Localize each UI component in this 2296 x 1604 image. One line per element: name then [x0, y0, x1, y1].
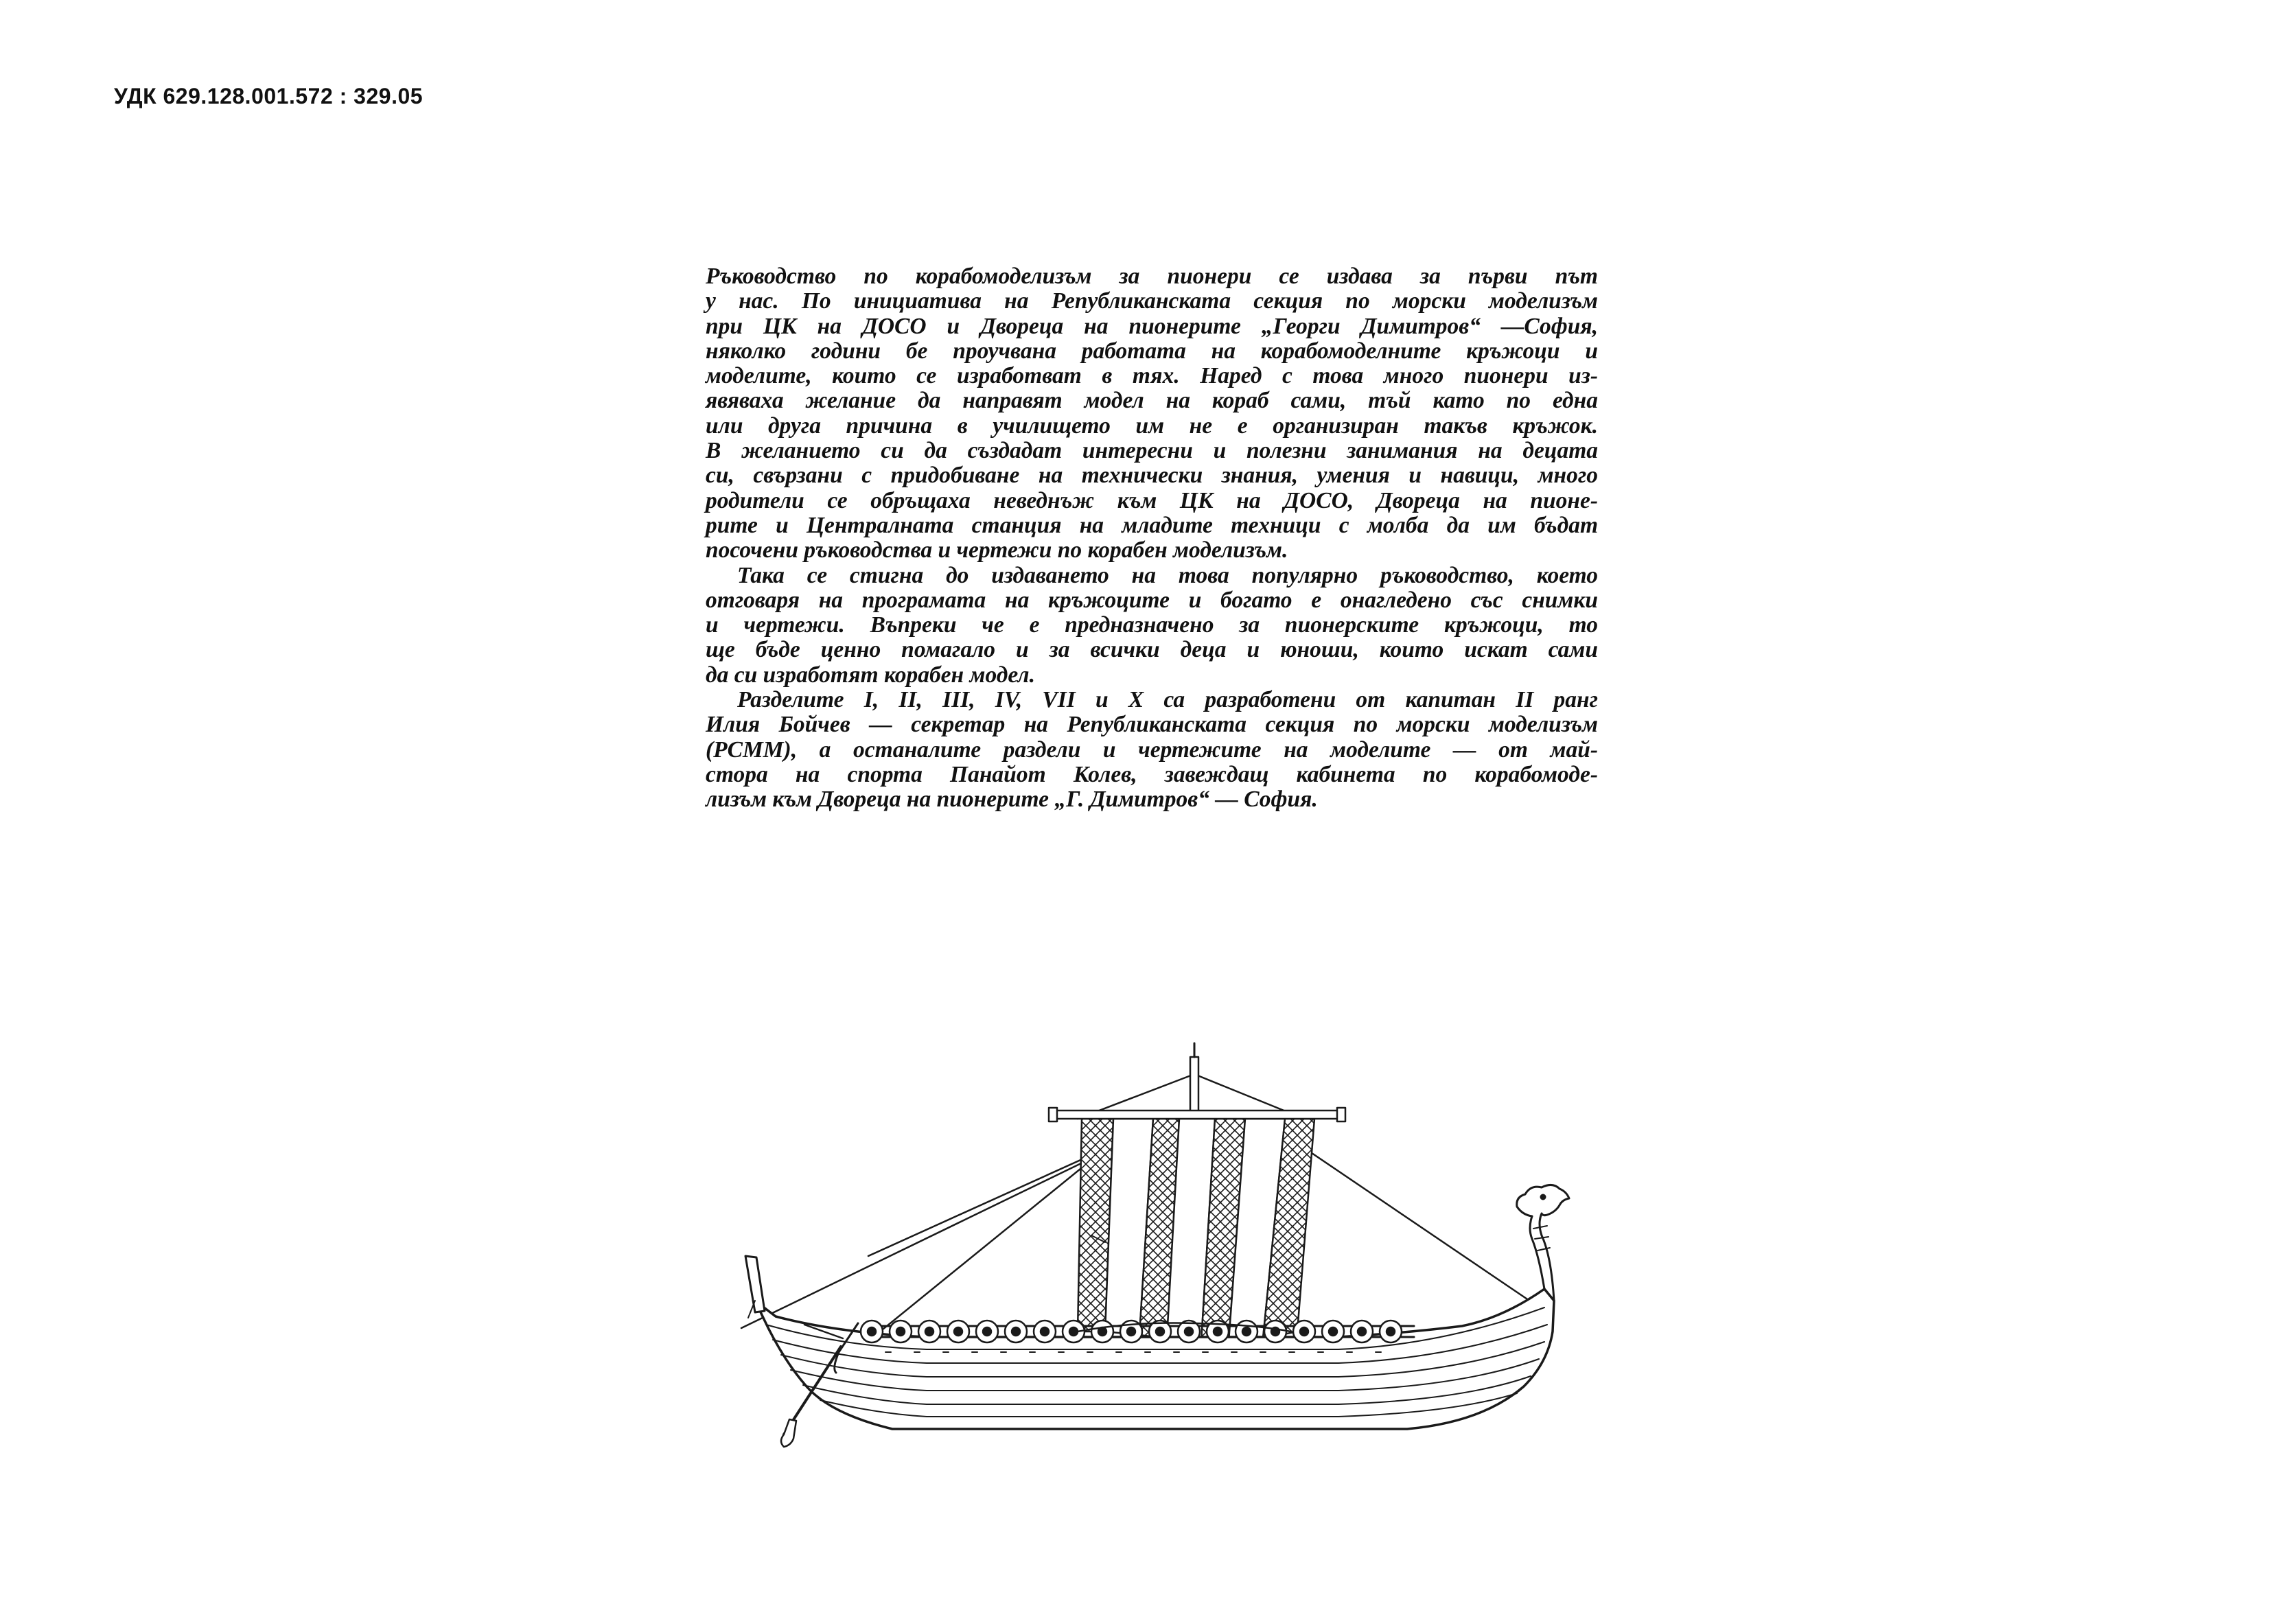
shield-16 [1293, 1321, 1315, 1343]
yard [1049, 1108, 1345, 1121]
shield-17 [1322, 1321, 1344, 1343]
dragon-head-figurehead [1517, 1185, 1569, 1301]
foreword-line: стора на спорта Панайот Колев, завеждащ кабинета по корабомоде- [706, 761, 1598, 787]
square-sail [1078, 1119, 1314, 1342]
udk-classification: УДК 629.128.001.572 : 329.05 [114, 84, 424, 108]
foreword-line: Разделите I, II, III, IV, VII и X са разработени от капитан II ранг [737, 687, 1598, 713]
shield-18 [1351, 1321, 1373, 1343]
foreword-text [706, 264, 1598, 813]
foreword-line: Ръководство по корабомоделизъм за пионери се издава за първи път [706, 264, 1598, 289]
foreword-line: Илия Бойчев — секретар на Републиканската секция по морски моделизъм [706, 712, 1598, 738]
foreword-line: отговаря на програмата на кръжоците и богато е онагледено със снимки [706, 587, 1598, 613]
foreword-line: явяваха желание да направят модел на кораб сами, тъй като по една [706, 388, 1598, 414]
foreword-line: моделите, които се изработват в тях. Наред с това много пионери из- [706, 363, 1598, 389]
foreword-line: ще бъде ценно помагало и за всички деца и юноши, които искат сами [706, 637, 1598, 663]
foreword-line: лизъм към Двореца на пионерите „Г. Димитров“ — София. [706, 787, 1318, 813]
shield-15 [1264, 1321, 1286, 1343]
shield-2 [890, 1321, 912, 1343]
shield-7 [1034, 1321, 1056, 1343]
foreword-line: Така се стигна до издаването на това популярно ръководство, което [737, 562, 1598, 588]
shield-1 [861, 1321, 883, 1343]
shield-4 [947, 1321, 969, 1343]
foreword-line: (РСММ), а останалите раздели и чертежите на моделите — от май- [706, 736, 1598, 763]
foreword-line: си, свързани с придобиване на технически знания, умения и навици, много [706, 463, 1598, 489]
shield-6 [1005, 1321, 1027, 1343]
foreword-line: В желанието си да създадат интересни и полезни занимания на децата [706, 438, 1598, 464]
foreword-line: няколко години бе проучвана работата на корабомоделните кръжоци и [706, 338, 1598, 364]
foreword-line: у нас. По инициатива на Републиканската секция по морски моделизъм [706, 288, 1598, 314]
shield-19 [1380, 1321, 1402, 1343]
viking-ship-illustration [721, 1030, 1627, 1462]
shield-5 [976, 1321, 998, 1343]
shield-3 [918, 1321, 940, 1343]
foreword-line: родители се обръщаха неведнъж към ЦК на ДОСО, Двореца на пионе- [706, 487, 1598, 513]
foreword-line: при ЦК на ДОСО и Двореца на пионерите „Георги Димитров“ —София, [706, 313, 1598, 339]
foreword-line: посочени ръководства и чертежи по корабен моделизъм. [706, 537, 1288, 563]
foreword-line: да си изработят корабен модел. [706, 662, 1035, 688]
foreword-line: рите и Централната станция на младите техници с молба да им бъдат [706, 512, 1598, 538]
foreword-line: или друга причина в училището им не е организиран такъв кръжок. [706, 412, 1598, 439]
foreword-line: и чертежи. Въпреки че е предназначено за пионерските кръжоци, то [706, 612, 1598, 638]
shield-9 [1091, 1321, 1113, 1343]
shield-14 [1236, 1321, 1257, 1343]
